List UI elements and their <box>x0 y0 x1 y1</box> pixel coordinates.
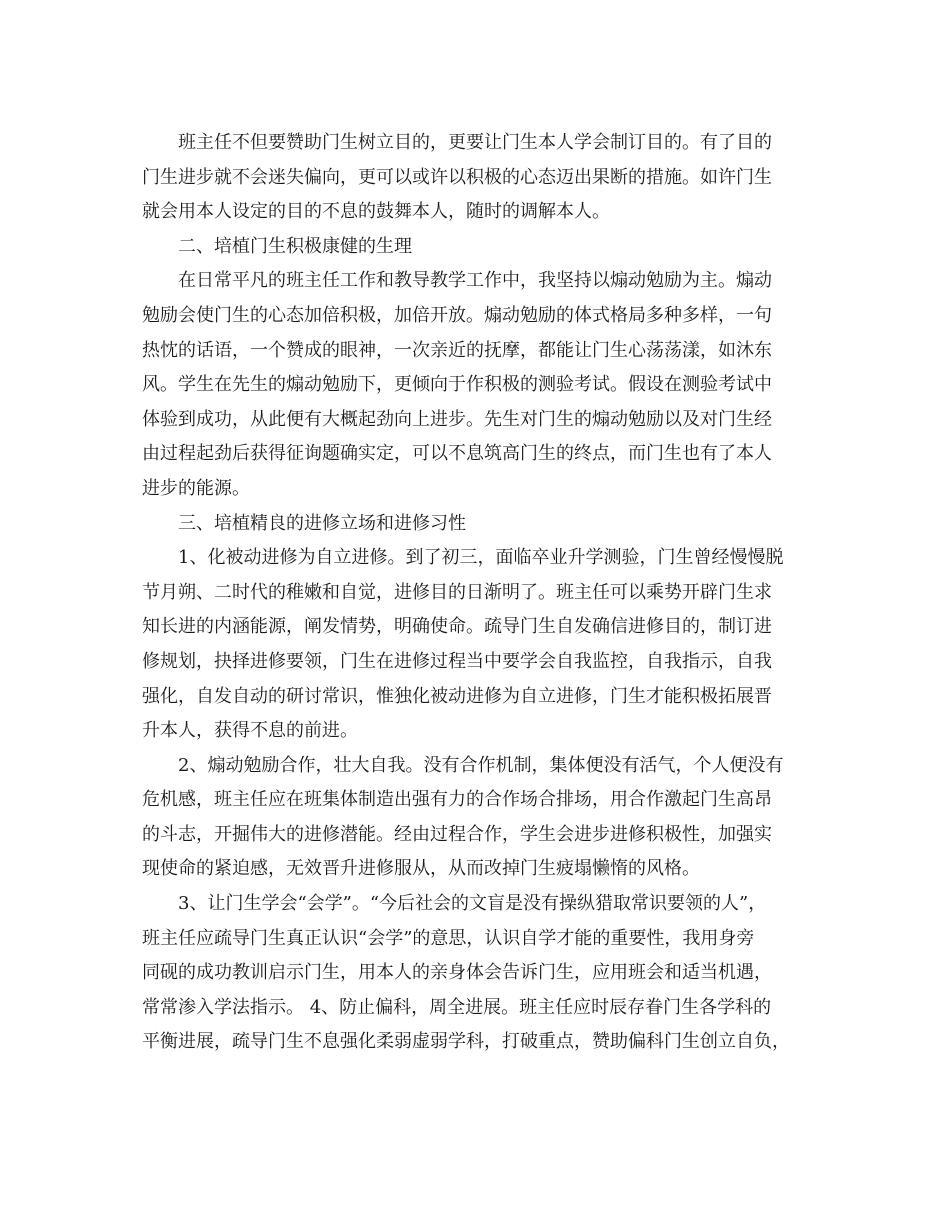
paragraph-line: 体验到成功，从此便有大概起劲向上进步。先生对门生的煽动勉励以及对门生经 <box>142 408 772 430</box>
section-heading: 三、培植精良的进修立场和进修习性 <box>178 512 466 534</box>
paragraph-line: 班主任不但要赞助门生树立目的，更要让门生本人学会制订目的。有了目的 <box>178 132 772 153</box>
paragraph-line: 节月朔、二时代的稚嫩和自觉，进修目的日渐明了。班主任可以乘势开辟门生求 <box>142 581 772 603</box>
paragraph-line: 3、让门生学会“会学”。“今后社会的文盲是没有操纵猎取常识要领的人”， <box>178 893 767 915</box>
paragraph-line: 知长进的内涵能源，阐发情势，明确使命。疏导门生自发确信进修目的，制订进 <box>142 616 772 638</box>
paragraph-line: 热忱的话语，一个赞成的眼神，一次亲近的抚摩，都能让门生心荡荡漾，如沐东 <box>142 339 772 361</box>
paragraph-line: 强化，自发自动的研讨常识，惟独化被动进修为自立进修，门生才能积极拓展晋 <box>142 685 772 707</box>
paragraph-line: 由过程起劲后获得征询题确实定，可以不息筑高门生的终点，而门生也有了本人 <box>142 443 772 465</box>
paragraph-line: 的斗志，开掘伟大的进修潜能。经由过程合作，学生会进步进修积极性，加强实 <box>142 823 772 845</box>
paragraph-line: 就会用本人设定的目的不息的鼓舞本人，随时的调解本人。 <box>142 201 610 223</box>
paragraph-line: 升本人，获得不息的前进。 <box>142 720 358 742</box>
paragraph-line: 风。学生在先生的煽动勉励下，更倾向于作积极的测验考试。假设在测验考试中 <box>142 374 772 396</box>
paragraph-line: 危机感，班主任应在班集体制造出强有力的合作场合排场，用合作激起门生高昂 <box>142 789 772 811</box>
paragraph-line: 勉励会使门生的心态加倍积极，加倍开放。煽动勉励的体式格局多种多样，一句 <box>142 304 772 326</box>
paragraph-line: 门生进步就不会迷失偏向，更可以或许以积极的心态迈出果断的措施。如许门生 <box>142 166 772 188</box>
section-heading: 二、培植门生积极康健的生理 <box>178 235 412 257</box>
paragraph-line: 修规划，抉择进修要领，门生在进修过程当中要学会自我监控，自我指示，自我 <box>142 650 772 672</box>
paragraph-line: 在日常平凡的班主任工作和教导教学工作中，我坚持以煽动勉励为主。煽动 <box>178 270 772 292</box>
paragraph-line: 1、化被动进修为自立进修。到了初三，面临卒业升学测验，门生曾经慢慢脱 <box>178 547 784 569</box>
paragraph-line: 常常渗入学法指示。 4、防止偏科，周全进展。班主任应时辰存眷门生各学科的 <box>142 996 772 1018</box>
paragraph-line: 2、煽动勉励合作，壮大自我。没有合作机制，集体便没有活气，个人便没有 <box>178 754 784 776</box>
paragraph-line: 同砚的成功教训启示门生，用本人的亲身体会告诉门生，应用班会和适当机遇， <box>142 962 772 984</box>
body-text <box>142 126 832 1060</box>
paragraph-line: 平衡进展，疏导门生不息强化柔弱虚弱学科，打破重点，赞助偏科门生创立自负， <box>142 1031 790 1053</box>
paragraph-line: 现使命的紧迫感，无效晋升进修服从，从而改掉门生疲塌懒惰的风格。 <box>142 858 700 880</box>
paragraph-line: 进步的能源。 <box>142 477 250 499</box>
paragraph-line: 班主任应疏导门生真正认识“会学”的意思，认识自学才能的重要性，我用身旁 <box>142 927 755 949</box>
